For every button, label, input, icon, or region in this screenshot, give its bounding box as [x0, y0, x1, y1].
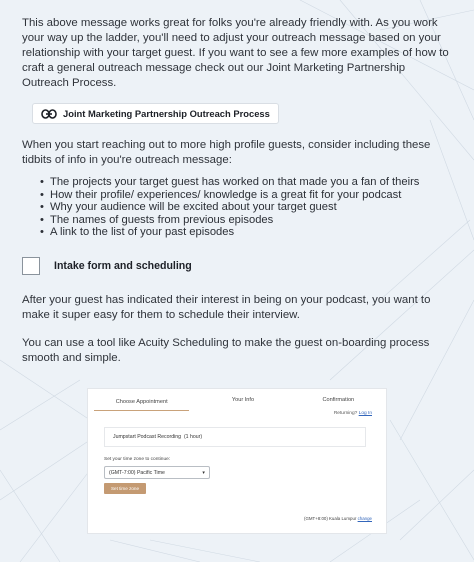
chevron-down-icon: ▾ [202, 469, 205, 476]
returning-label: Returning? [333, 411, 358, 416]
todo-label: Intake form and scheduling [54, 259, 192, 272]
change-timezone-link[interactable]: change [357, 516, 372, 521]
embed-tabs [88, 389, 386, 411]
appointment-name: Jumpstart Podcast Recording [113, 434, 182, 440]
link-icon [41, 109, 57, 119]
todo-item [22, 257, 452, 275]
current-timezone-label: (GMT+8:00) Kuala Lumpur [304, 516, 357, 521]
todo-checkbox[interactable] [22, 257, 40, 275]
intro-paragraph: This above message works great for folks you're already friendly with. As you work your way up the ladder, you'll need to adjust your outreach message based on your relationship with your target guest. If you want to see a few more examples of how to craft a general outreach message check out our Joint Marketing Partnership Outreach Process. [22, 17, 449, 89]
tidbits-list [40, 176, 452, 239]
set-timezone-button[interactable]: Set time zone [104, 483, 146, 494]
timezone-prompt: Set your time zone to continue: [104, 457, 171, 462]
appointment-type[interactable] [104, 427, 366, 447]
list-item: • The names of guests from previous episodes [40, 214, 452, 227]
schedule-paragraph-2: You can use a tool like Acuity Scheduling to make the guest on-boarding process smooth and simple. [22, 336, 430, 364]
timezone-value: (GMT-7:00) Pacific Time [109, 469, 165, 476]
tab-choose-appointment[interactable]: Choose Appointment [94, 393, 189, 411]
timezone-select[interactable] [104, 466, 210, 479]
list-item: • Why your audience will be excited about your target guest [40, 201, 452, 214]
schedule-paragraph-1: After your guest has indicated their interest in being on your podcast, you want to make it super easy for them to schedule their interview. [22, 293, 431, 321]
list-item: • How their profile/ experiences/ knowledge is a great fit for your podcast [40, 189, 452, 202]
link-label: Joint Marketing Partnership Outreach Process [63, 108, 270, 119]
acuity-scheduling-embed [87, 388, 387, 534]
tab-your-info[interactable]: Your Info [231, 397, 255, 403]
tidbits-paragraph: When you start reaching out to more high profile guests, consider including these tidbits of info in you're outreach message: [22, 139, 431, 166]
appointment-duration: (1 hour) [183, 434, 203, 440]
tab-confirmation[interactable]: Confirmation [322, 397, 355, 403]
returning-text [334, 411, 372, 416]
list-item: • A link to the list of your past episodes [40, 226, 452, 239]
joint-marketing-link[interactable] [32, 103, 279, 124]
current-timezone [304, 516, 372, 521]
list-item: • The projects your target guest has worked on that made you a fan of theirs [40, 176, 452, 189]
login-link[interactable]: Log In [358, 411, 372, 416]
